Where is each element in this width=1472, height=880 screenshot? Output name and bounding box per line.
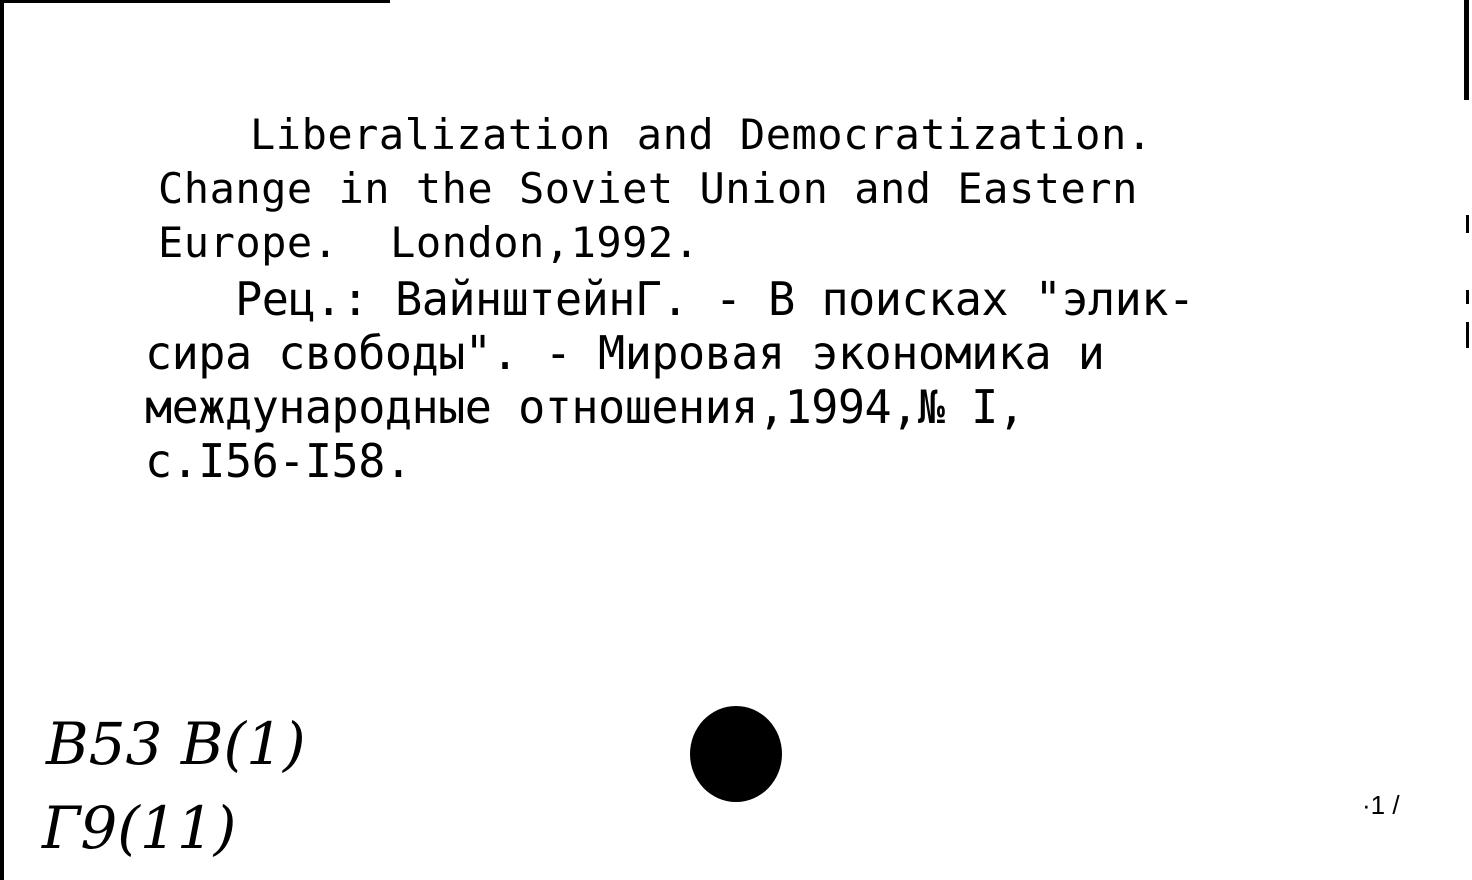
card-right-edge-mark — [1466, 215, 1469, 233]
card-right-edge-mark — [1466, 290, 1469, 304]
punch-hole — [690, 706, 782, 802]
review-line: сира свободы". - Мировая экономика и — [145, 326, 1105, 380]
review-line: международные отношения,1994,№ I, — [145, 380, 1025, 434]
card-right-edge-mark — [1466, 322, 1469, 348]
review-line: c.I56-I58. — [145, 434, 412, 488]
shelf-mark-2: Г9(11) — [42, 794, 237, 862]
title-line: Liberalization and Democratization. — [250, 110, 1153, 159]
title-line: Change in the Soviet Union and Eastern — [158, 164, 1138, 213]
card-right-edge — [1464, 0, 1469, 100]
shelf-mark-1: B53 B(1) — [46, 710, 306, 778]
margin-mark: ·1 / — [1362, 790, 1400, 820]
card-top-edge — [0, 0, 390, 3]
bibliographic-title — [158, 108, 1153, 270]
review-citation — [145, 272, 1195, 488]
card-left-edge — [0, 0, 4, 880]
review-line: Рец.: ВайнштейнГ. - В поисках "элик- — [235, 272, 1195, 326]
title-line: Europe. London,1992. — [158, 218, 700, 267]
